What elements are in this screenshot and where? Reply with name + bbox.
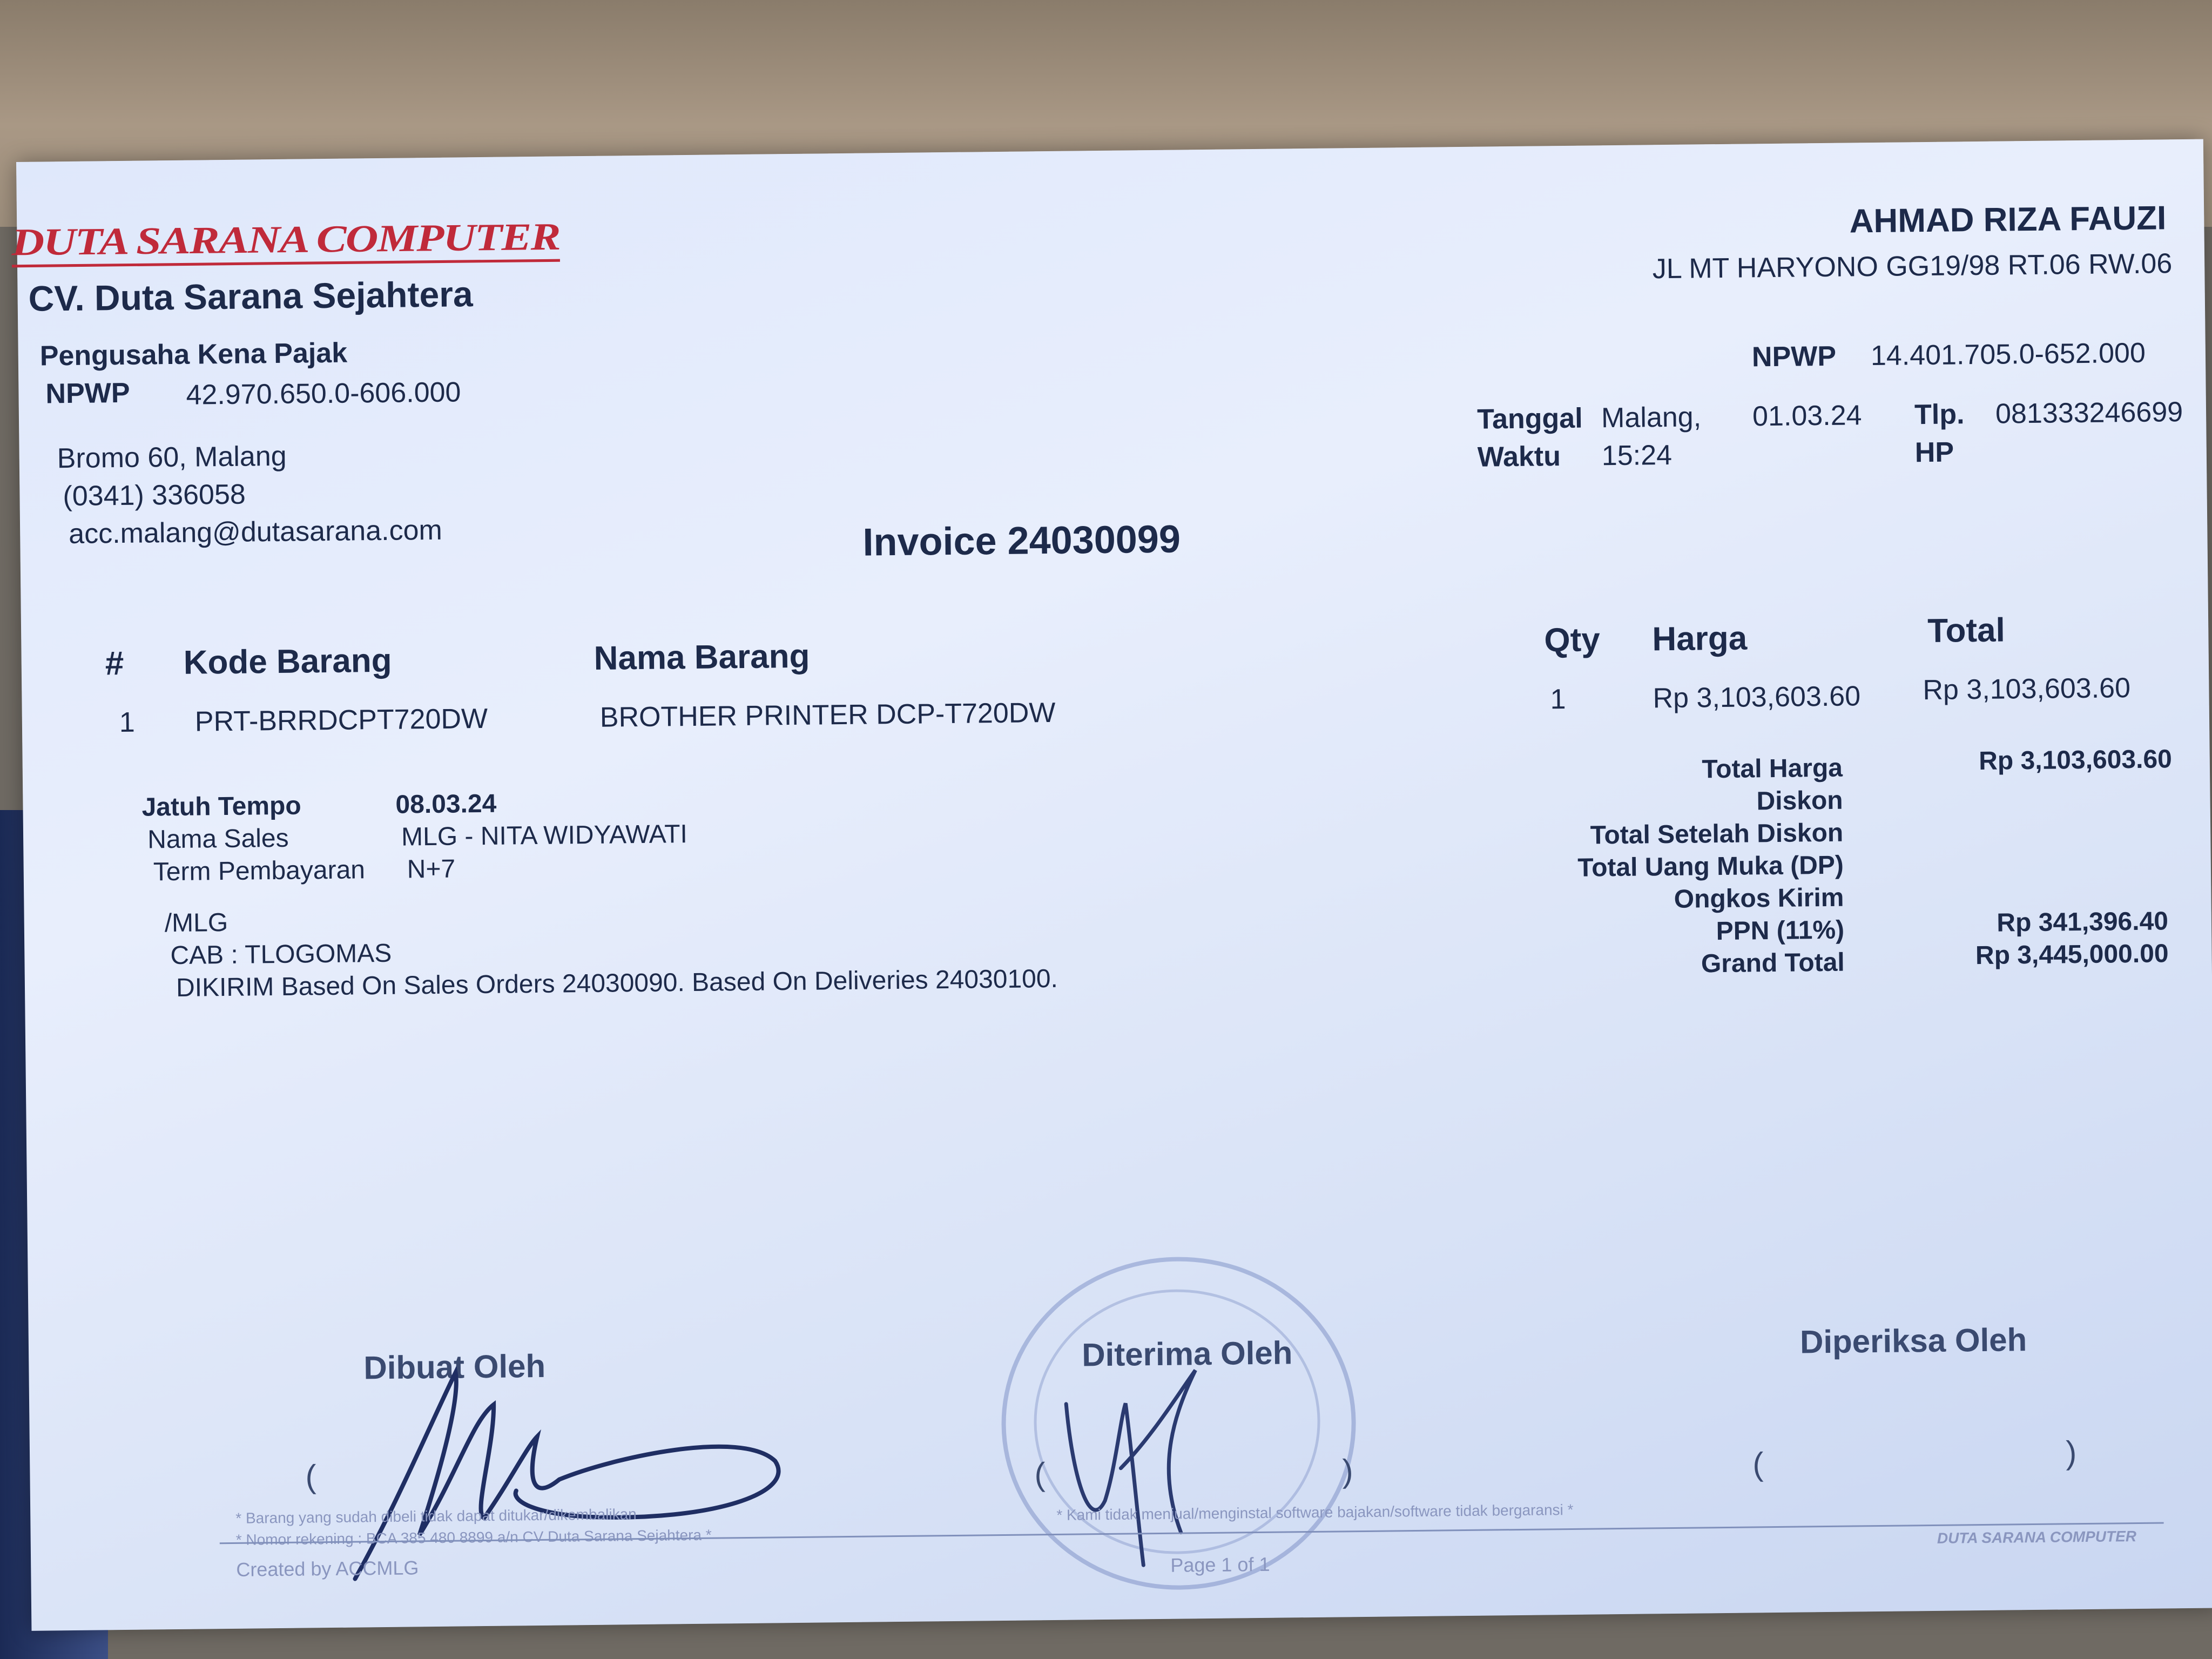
row-total: Rp 3,103,603.60 — [1923, 672, 2131, 706]
diskon-label: Diskon — [1756, 786, 1843, 816]
footer-note-3: * Kami tidak menjual/menginstal software bajakan/software tidak bergaransi * — [1056, 1501, 1574, 1523]
total-harga-value: Rp 3,103,603.60 — [1978, 745, 2173, 776]
sig-diterima-label: Diterima Oleh — [1081, 1334, 1293, 1373]
customer-npwp-label: NPWP — [1751, 340, 1837, 373]
col-header-price: Harga — [1652, 619, 1748, 658]
col-header-total: Total — [1927, 611, 2006, 650]
jatuh-tempo-value: 08.03.24 — [395, 789, 497, 819]
customer-address: JL MT HARYONO GG19/98 RT.06 RW.06 — [1652, 248, 2173, 285]
tanggal-city: Malang, — [1601, 401, 1702, 434]
sales-value: MLG - NITA WIDYAWATI — [401, 820, 688, 852]
total-harga-label: Total Harga — [1702, 753, 1843, 784]
company-phone: (0341) 336058 — [63, 478, 246, 512]
paren-close-2: ) — [1342, 1453, 1353, 1489]
waktu-value: 15:24 — [1601, 439, 1673, 472]
footer-note-2: * Nomor rekening : BCA 385 480 8899 a/n CV Duta Sarana Sejahtera * — [235, 1526, 712, 1548]
tlp-label: Tlp. — [1914, 399, 1965, 431]
company-address: Bromo 60, Malang — [57, 440, 287, 475]
note-line-3: DIKIRIM Based On Sales Orders 24030090. Based On Deliveries 24030100. — [176, 964, 1058, 1002]
jatuh-tempo-label: Jatuh Tempo — [141, 791, 301, 822]
sales-label: Nama Sales — [147, 824, 289, 854]
tanggal-label: Tanggal — [1476, 402, 1583, 435]
term-label: Term Pembayaran — [153, 855, 366, 887]
uang-muka-label: Total Uang Muka (DP) — [1577, 851, 1844, 882]
ongkos-kirim-label: Ongkos Kirim — [1674, 883, 1844, 914]
customer-npwp: 14.401.705.0-652.000 — [1870, 337, 2146, 372]
invoice-paper — [11, 139, 2212, 1631]
sig-diperiksa-label: Diperiksa Oleh — [1799, 1321, 2027, 1360]
sig-dibuat-label: Dibuat Oleh — [363, 1347, 546, 1386]
company-npwp: 42.970.650.0-606.000 — [186, 376, 461, 411]
setelah-diskon-label: Total Setelah Diskon — [1590, 818, 1844, 850]
col-header-qty: Qty — [1544, 621, 1601, 659]
company-npwp-label: NPWP — [45, 377, 130, 410]
col-header-code: Kode Barang — [183, 642, 392, 682]
paren-open-2: ( — [1034, 1456, 1046, 1493]
customer-name: AHMAD RIZA FAUZI — [1849, 199, 2167, 240]
ppn-label: PPN (11%) — [1716, 915, 1845, 946]
col-header-no: # — [105, 644, 124, 683]
company-name: CV. Duta Sarana Sejahtera — [28, 274, 473, 319]
paren-open-1: ( — [305, 1458, 316, 1495]
signature-dibuat — [331, 1337, 820, 1590]
footer-note-1: * Barang yang sudah dibeli tidak dapat ditukar/dikembalikan — [235, 1506, 637, 1527]
note-line-2: CAB : TLOGOMAS — [170, 939, 392, 970]
note-line-1: /MLG — [164, 908, 228, 938]
footer-page: Page 1 of 1 — [1170, 1553, 1270, 1576]
col-header-name: Nama Barang — [594, 637, 810, 677]
term-value: N+7 — [407, 854, 456, 884]
tlp-value: 081333246699 — [1995, 396, 2183, 430]
footer-created-by: Created by ACCMLG — [236, 1556, 419, 1581]
hp-label: HP — [1914, 436, 1954, 469]
company-pkp: Pengusaha Kena Pajak — [39, 337, 348, 372]
signature-diterima — [1055, 1337, 1273, 1577]
row-price: Rp 3,103,603.60 — [1653, 680, 1861, 714]
tanggal-date: 01.03.24 — [1752, 400, 1862, 433]
grand-total-value: Rp 3,445,000.00 — [1975, 939, 2169, 970]
row-no: 1 — [119, 706, 136, 739]
company-email: acc.malang@dutasarana.com — [68, 514, 443, 550]
paren-close-3: ) — [2065, 1434, 2077, 1471]
row-qty: 1 — [1550, 684, 1566, 716]
row-code: PRT-BRRDCPT720DW — [194, 703, 488, 738]
company-logo: DUTA SARANA COMPUTER — [11, 214, 560, 267]
grand-total-label: Grand Total — [1701, 948, 1845, 979]
ppn-value: Rp 341,396.40 — [1997, 907, 2169, 938]
footer-brand: DUTA SARANA COMPUTER — [1937, 1528, 2137, 1547]
paren-open-3: ( — [1752, 1446, 1764, 1482]
waktu-label: Waktu — [1477, 441, 1561, 473]
row-name: BROTHER PRINTER DCP-T720DW — [599, 697, 1056, 733]
invoice-title: Invoice 24030099 — [862, 517, 1181, 564]
